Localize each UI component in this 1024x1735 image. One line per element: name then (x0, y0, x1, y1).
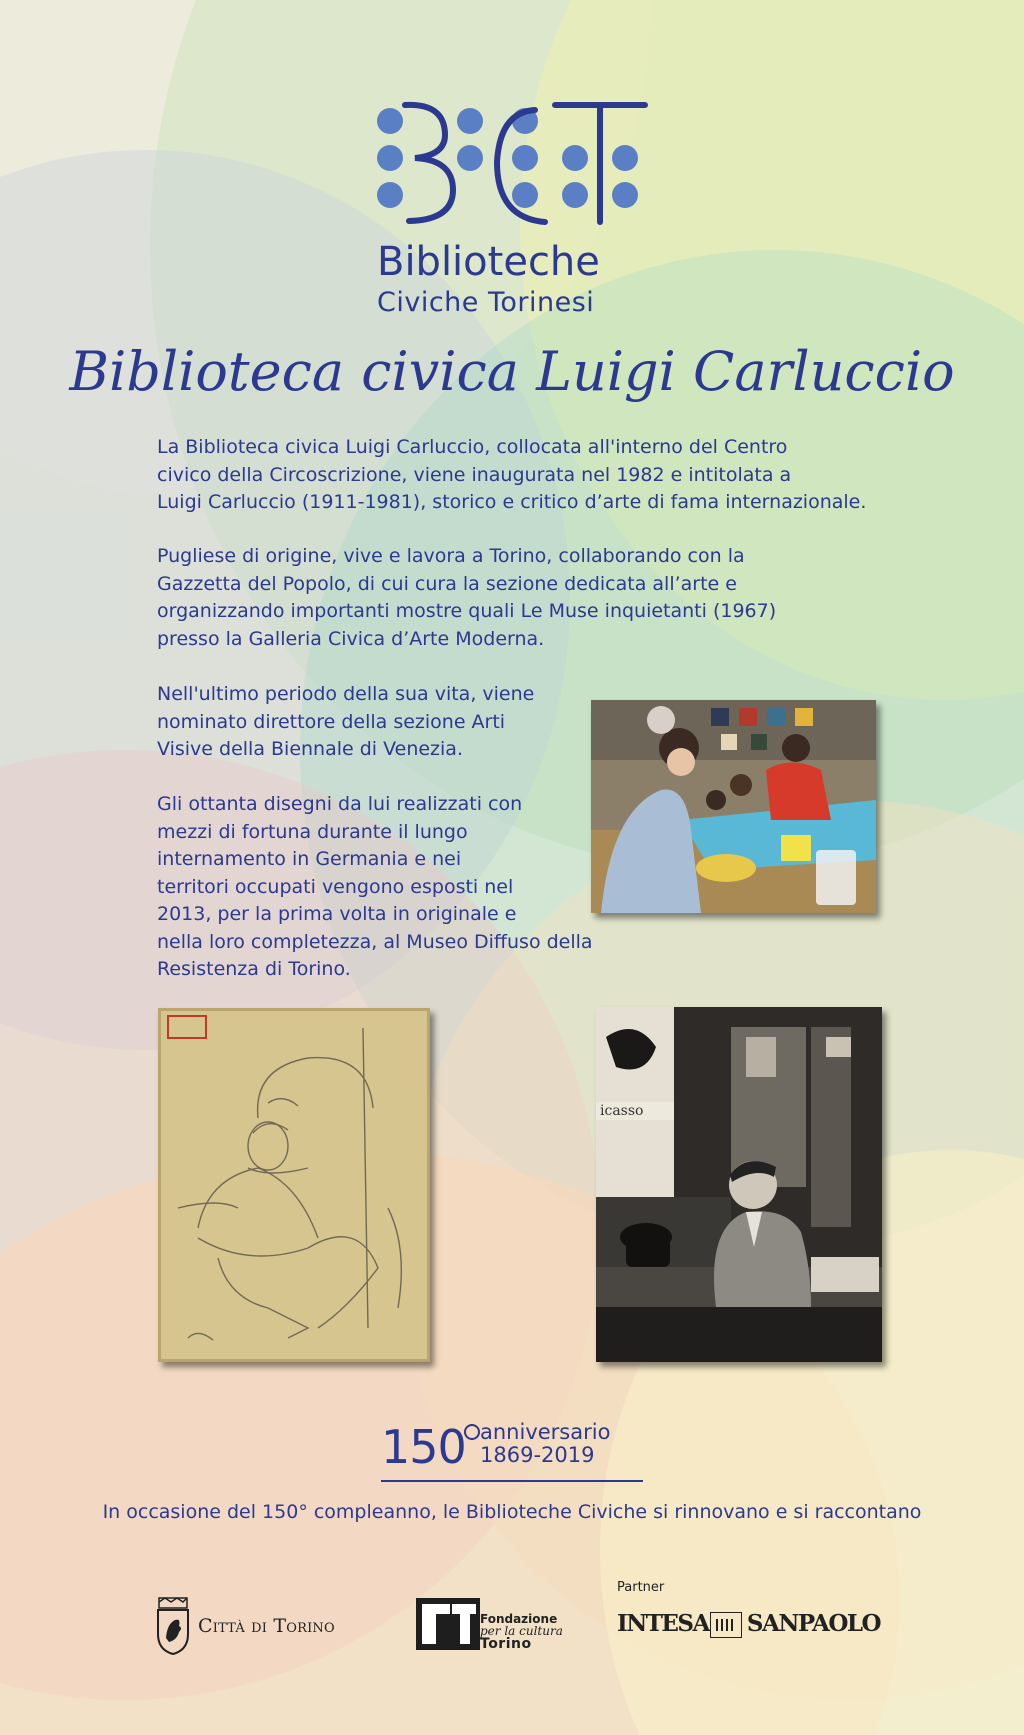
anniversary-rule (381, 1480, 643, 1482)
carluccio-at-desk-photo (596, 1007, 882, 1362)
citta-di-torino-text: Città di Torino (198, 1615, 335, 1637)
fondazione-mark-icon (416, 1598, 480, 1650)
paragraph-origins: Pugliese di origine, vive e lavora a Torino, collaborando con la Gazzetta del Popolo, di cui cura la sezione dedicata all’arte e organizzando importanti mostre quali Le Muse inquietanti (1967) presso la Galleria Civica d’Arte Moderna. (157, 545, 777, 650)
partner-label: Partner (617, 1580, 665, 1595)
logo-civiche-torinesi: Civiche Torinesi (377, 287, 595, 318)
sanpaolo-word: SANPAOLO (746, 1610, 881, 1637)
fondazione-line3: Torino (480, 1636, 532, 1652)
fondazione-cultura-torino-logo (416, 1598, 566, 1654)
citta-di-torino-logo (155, 1596, 365, 1658)
fondazione-line2: per la cultura (480, 1624, 563, 1638)
anniversary-word: anniversario (480, 1420, 611, 1444)
svg-text:icasso: icasso (600, 1103, 644, 1119)
anniversary-badge (381, 1418, 643, 1484)
paragraph-drawings: Gli ottanta disegni da lui realizzati con mezzi di fortuna durante il lungo internamento in Germania e nei territori occupati vengono esposti nel 2013, per la prima volta in originale e nella loro completezza, al Museo Diffuso della Resistenza di Torino. (157, 793, 593, 980)
anniversary-years: 1869-2019 (480, 1443, 595, 1467)
pencil-sketch-photo (158, 1008, 430, 1362)
paragraph-biennale: Nell'ultimo periodo della sua vita, viene nominato direttore della sezione Arti Visive della Biennale di Venezia. (157, 683, 535, 760)
bct-monogram-icon (375, 100, 650, 240)
bct-logo (375, 100, 650, 330)
tagline: In occasione del 150° compleanno, le Biblioteche Civiche si rinnovano e si raccontano (102, 1501, 922, 1523)
intesa-sanpaolo-logo (617, 1580, 881, 1650)
intesa-emblem-icon (710, 1612, 742, 1638)
intesa-word: INTESA (617, 1610, 709, 1637)
degree-icon (464, 1424, 480, 1440)
anniversary-number: 150 (381, 1420, 466, 1474)
logo-biblioteche: Biblioteche (377, 239, 600, 285)
children-workshop-photo (591, 700, 876, 913)
fondazione-line1: Fondazione (480, 1612, 558, 1626)
coat-of-arms-icon (155, 1596, 191, 1656)
intesa-sanpaolo-wordmark (617, 1610, 880, 1637)
page-title: Biblioteca civica Luigi Carluccio (69, 340, 955, 403)
paragraph-intro: La Biblioteca civica Luigi Carluccio, collocata all'interno del Centro civico della Circoscrizione, viene inaugurata nel 1982 e intitolata a Luigi Carluccio (1911-1981), storico e critico d’arte di fama internazionale. (157, 436, 867, 513)
